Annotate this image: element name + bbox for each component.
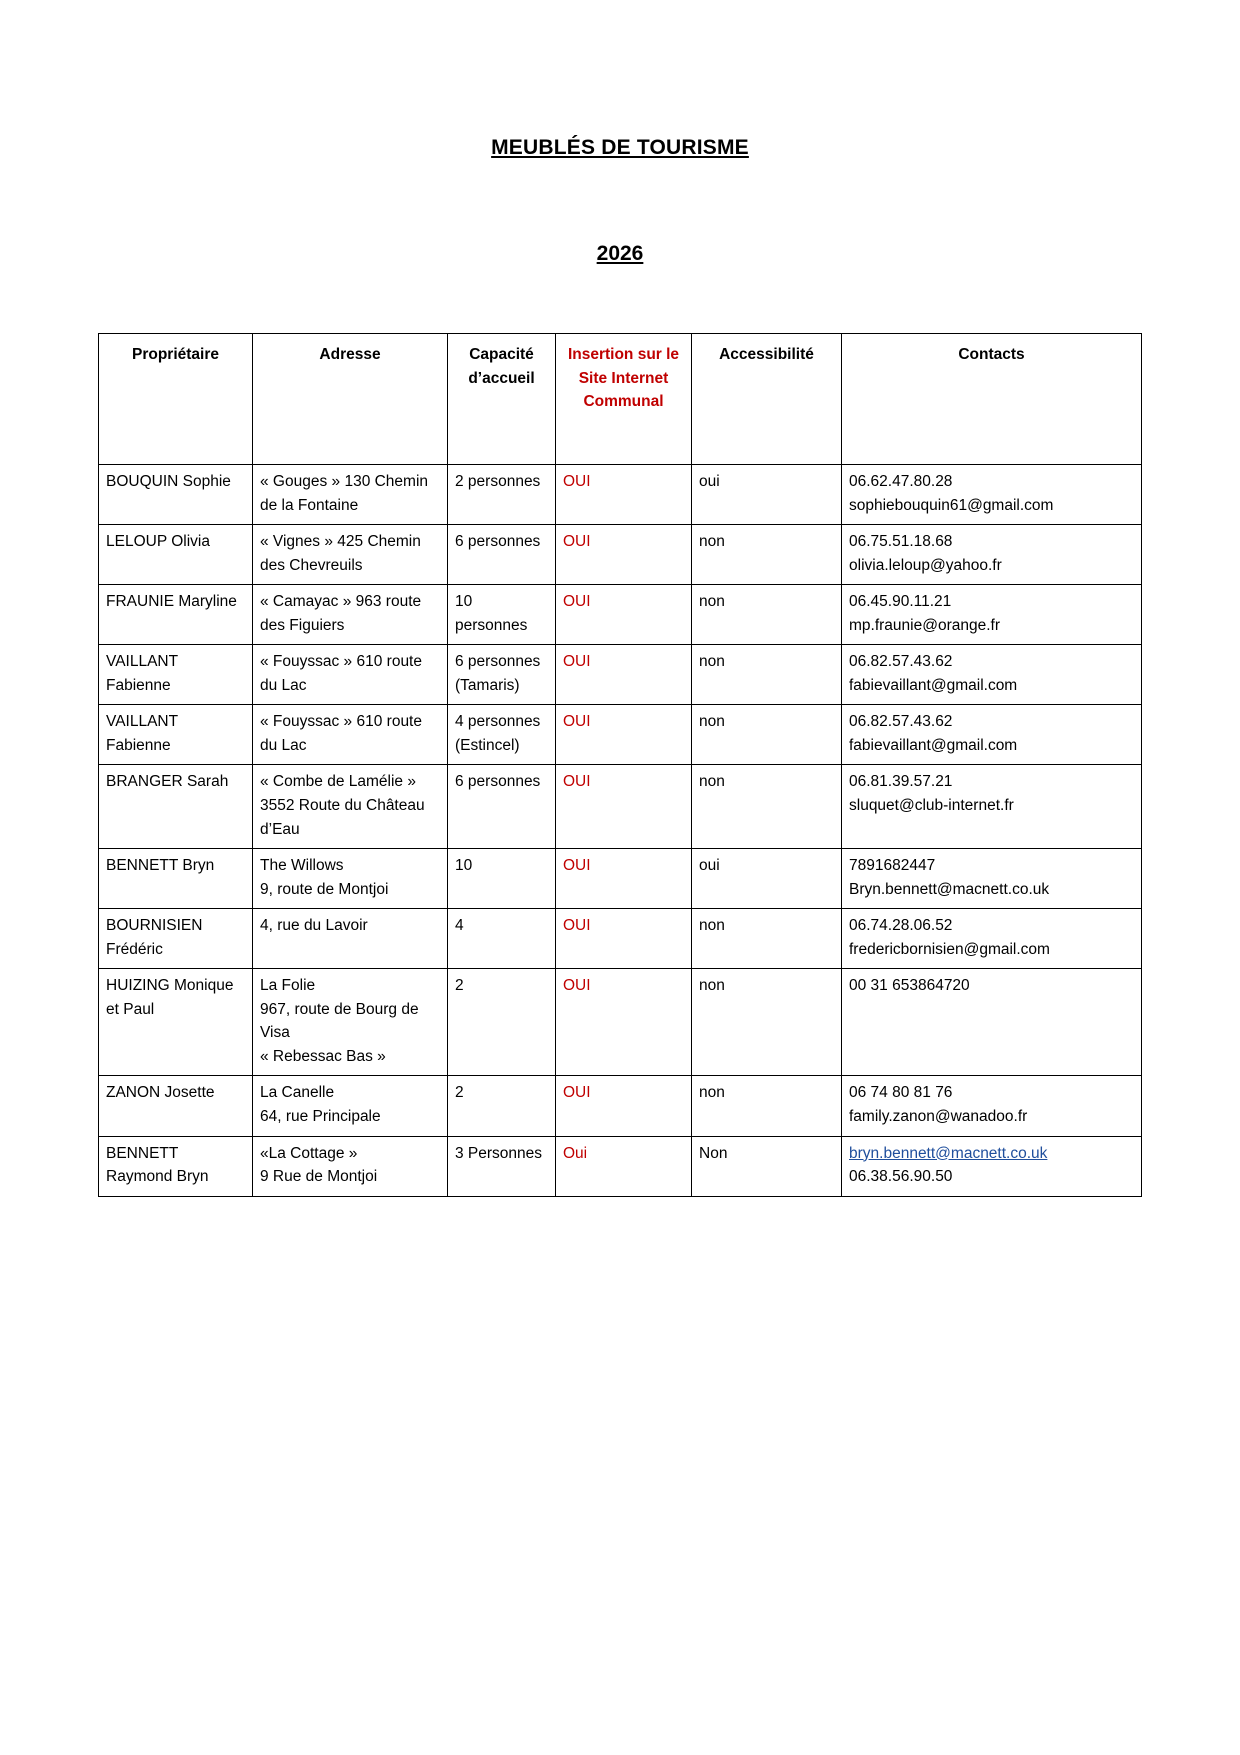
cell-adresse: La Folie 967, route de Bourg de Visa « Rebessac Bas » <box>253 969 448 1076</box>
cell-insertion: OUI <box>556 1076 692 1136</box>
cell-adresse: 4, rue du Lavoir <box>253 909 448 969</box>
cell-insertion: OUI <box>556 909 692 969</box>
cell-accessibilite: non <box>692 765 842 849</box>
cell-adresse: « Gouges » 130 Chemin de la Fontaine <box>253 465 448 525</box>
cell-accessibilite: oui <box>692 465 842 525</box>
table-row <box>99 585 1142 645</box>
contact-phone: 06.82.57.43.62 <box>849 653 953 671</box>
meubles-table <box>98 333 1142 1197</box>
cell-accessibilite: oui <box>692 849 842 909</box>
cell-contacts <box>842 849 1142 909</box>
cell-capacite: 2 <box>448 969 556 1076</box>
table-header-row <box>99 334 1142 465</box>
cell-adresse: «La Cottage » 9 Rue de Montjoi <box>253 1136 448 1196</box>
cell-proprietaire: VAILLANT Fabienne <box>99 645 253 705</box>
contact-phone: 06.81.39.57.21 <box>849 773 953 791</box>
cell-adresse: « Combe de Lamélie » 3552 Route du Château d’Eau <box>253 765 448 849</box>
cell-insertion: OUI <box>556 585 692 645</box>
table-row <box>99 1076 1142 1136</box>
table-row <box>99 525 1142 585</box>
header-insertion: Insertion sur le Site Internet Communal <box>556 334 692 465</box>
table-row <box>99 849 1142 909</box>
document-year: 2026 <box>596 242 644 265</box>
contact-email: Bryn.bennett@macnett.co.uk <box>849 880 1050 898</box>
cell-accessibilite: non <box>692 969 842 1076</box>
cell-contacts <box>842 909 1142 969</box>
contact-email: family.zanon@wanadoo.fr <box>849 1108 1028 1126</box>
table-row <box>99 465 1142 525</box>
cell-capacite: 6 personnes (Tamaris) <box>448 645 556 705</box>
header-adresse: Adresse <box>253 334 448 465</box>
cell-adresse: « Fouyssac » 610 route du Lac <box>253 645 448 705</box>
cell-accessibilite: non <box>692 1076 842 1136</box>
cell-insertion: OUI <box>556 645 692 705</box>
cell-accessibilite: non <box>692 585 842 645</box>
cell-adresse: « Fouyssac » 610 route du Lac <box>253 705 448 765</box>
cell-insertion: Oui <box>556 1136 692 1196</box>
cell-insertion: OUI <box>556 849 692 909</box>
cell-accessibilite: non <box>692 645 842 705</box>
contact-phone: 06.38.56.90.50 <box>849 1168 953 1186</box>
cell-adresse: La Canelle 64, rue Principale <box>253 1076 448 1136</box>
cell-proprietaire: BENNETT Raymond Bryn <box>99 1136 253 1196</box>
contact-email: fabievaillant@gmail.com <box>849 736 1018 754</box>
contact-phone: 06.74.28.06.52 <box>849 917 953 935</box>
cell-insertion: OUI <box>556 969 692 1076</box>
page-title: MEUBLÉS DE TOURISME <box>491 136 749 159</box>
cell-proprietaire: HUIZING Monique et Paul <box>99 969 253 1076</box>
contact-email: fabievaillant@gmail.com <box>849 676 1018 694</box>
header-contacts: Contacts <box>842 334 1142 465</box>
cell-contacts <box>842 765 1142 849</box>
cell-accessibilite: non <box>692 705 842 765</box>
contact-phone: 06.62.47.80.28 <box>849 473 953 490</box>
contact-phone: 7891682447 <box>849 857 936 875</box>
cell-adresse: « Vignes » 425 Chemin des Chevreuils <box>253 525 448 585</box>
contact-phone: 06 74 80 81 76 <box>849 1084 953 1102</box>
contact-email-link[interactable]: bryn.bennett@macnett.co.uk <box>849 1144 1048 1162</box>
cell-contacts <box>842 645 1142 705</box>
cell-insertion: OUI <box>556 525 692 585</box>
cell-insertion: OUI <box>556 465 692 525</box>
cell-proprietaire: FRAUNIE Maryline <box>99 585 253 645</box>
cell-capacite: 10 <box>448 849 556 909</box>
cell-accessibilite: non <box>692 525 842 585</box>
cell-proprietaire: BOUQUIN Sophie <box>99 465 253 525</box>
table-row <box>99 909 1142 969</box>
contact-phone: 06.82.57.43.62 <box>849 713 953 731</box>
table-body <box>99 465 1142 1197</box>
cell-contacts <box>842 1076 1142 1136</box>
contact-email: sophiebouquin61@gmail.com <box>849 496 1054 514</box>
contact-email: mp.fraunie@orange.fr <box>849 616 1001 634</box>
header-accessibilite: Accessibilité <box>692 334 842 465</box>
cell-contacts <box>842 969 1142 1076</box>
cell-capacite: 2 <box>448 1076 556 1136</box>
table-row <box>99 1136 1142 1196</box>
cell-capacite: 10 personnes <box>448 585 556 645</box>
cell-accessibilite: non <box>692 909 842 969</box>
cell-contacts <box>842 525 1142 585</box>
table-row <box>99 969 1142 1076</box>
cell-contacts <box>842 465 1142 525</box>
contact-phone: 06.75.51.18.68 <box>849 533 953 551</box>
cell-proprietaire: BOURNISIEN Frédéric <box>99 909 253 969</box>
cell-contacts <box>842 1136 1142 1196</box>
contact-email: fredericbornisien@gmail.com <box>849 940 1050 958</box>
cell-accessibilite: Non <box>692 1136 842 1196</box>
cell-contacts <box>842 585 1142 645</box>
cell-proprietaire: VAILLANT Fabienne <box>99 705 253 765</box>
table-row <box>99 705 1142 765</box>
cell-insertion: OUI <box>556 765 692 849</box>
contact-email: sluquet@club-internet.fr <box>849 797 1014 815</box>
header-capacite: Capacité d’accueil <box>448 334 556 465</box>
header-proprietaire: Propriétaire <box>99 334 253 465</box>
cell-capacite: 4 personnes (Estincel) <box>448 705 556 765</box>
cell-adresse: The Willows 9, route de Montjoi <box>253 849 448 909</box>
cell-capacite: 3 Personnes <box>448 1136 556 1196</box>
cell-contacts <box>842 705 1142 765</box>
contact-email: olivia.leloup@yahoo.fr <box>849 556 1002 574</box>
cell-proprietaire: BRANGER Sarah <box>99 765 253 849</box>
table-row <box>99 645 1142 705</box>
table-row <box>99 765 1142 849</box>
cell-capacite: 2 personnes <box>448 465 556 525</box>
cell-insertion: OUI <box>556 705 692 765</box>
cell-proprietaire: LELOUP Olivia <box>99 525 253 585</box>
cell-capacite: 4 <box>448 909 556 969</box>
cell-proprietaire: ZANON Josette <box>99 1076 253 1136</box>
cell-capacite: 6 personnes <box>448 525 556 585</box>
cell-capacite: 6 personnes <box>448 765 556 849</box>
cell-proprietaire: BENNETT Bryn <box>99 849 253 909</box>
cell-adresse: « Camayac » 963 route des Figuiers <box>253 585 448 645</box>
contact-phone: 06.45.90.11.21 <box>849 593 952 611</box>
contact-phone: 00 31 653864720 <box>849 977 970 995</box>
